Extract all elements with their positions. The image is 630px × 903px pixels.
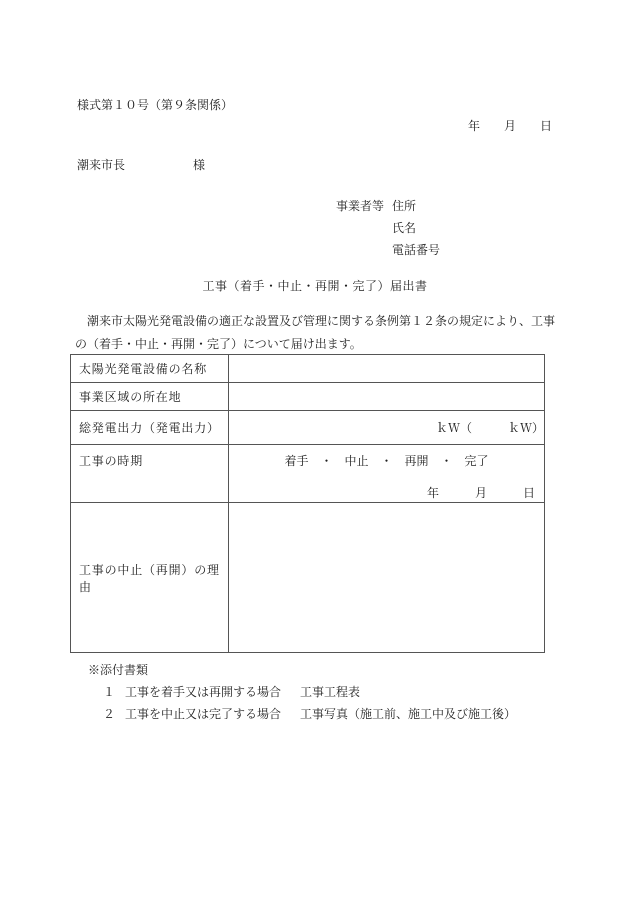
- body-line-2: の（着手・中止・再開・完了）について届け出ます。: [75, 336, 362, 351]
- applicant-name-row: [336, 217, 440, 239]
- reason-label: 工事の中止（再開）の理由: [71, 503, 229, 653]
- table-row-period: [71, 445, 545, 503]
- site-location-label: 事業区域の所在地: [71, 383, 229, 411]
- header-date-placeholder: 年 月 日: [467, 119, 552, 133]
- note-2-number: ２: [103, 707, 116, 721]
- addressee-name: 潮来市長: [77, 158, 126, 172]
- form-number: 様式第１０号（第９条関係）: [77, 98, 234, 112]
- table-row-facility-name: [71, 355, 545, 383]
- period-date-placeholder: 年 月 日: [426, 486, 535, 500]
- table-row-reason: [71, 503, 545, 653]
- document-title: 工事（着手・中止・再開・完了）届出書: [202, 279, 428, 293]
- body-line-1: 潮来市太陽光発電設備の適正な設置及び管理に関する条例第１２条の規定により、工事: [75, 314, 556, 328]
- site-location-value-cell: [229, 383, 545, 411]
- note-1-document: 工事工程表: [300, 685, 361, 699]
- table-row-site-location: [71, 383, 545, 411]
- period-label: 工事の時期: [71, 445, 229, 503]
- note-2-document: 工事写真（施工前、施工中及び施工後）: [300, 707, 517, 721]
- period-value-cell: [229, 445, 545, 503]
- application-table: [70, 354, 545, 653]
- facility-name-value-cell: [229, 355, 545, 383]
- notes-heading: ※添付書類: [88, 663, 149, 677]
- applicant-phone-row: [336, 239, 440, 261]
- note-1-number: １: [103, 685, 116, 699]
- applicant-phone-label: 電話番号: [392, 243, 441, 257]
- facility-name-label: 太陽光発電設備の名称: [71, 355, 229, 383]
- body-paragraph: [75, 310, 555, 355]
- reason-value-cell: [229, 503, 545, 653]
- addressee-honorific: 様: [193, 158, 206, 172]
- applicant-name-label: 氏名: [392, 221, 417, 235]
- note-1-condition: 工事を着手又は再開する場合: [125, 685, 282, 699]
- period-options: 着手 ・ 中止 ・ 再開 ・ 完了: [284, 454, 489, 468]
- applicant-group-label: 事業者等: [336, 199, 385, 213]
- output-label: 総発電出力（発電出力）: [71, 411, 229, 445]
- applicant-block: [336, 195, 440, 261]
- note-item-2: [103, 705, 516, 722]
- table-row-output: [71, 411, 545, 445]
- applicant-address-row: [336, 195, 440, 217]
- note-2-condition: 工事を中止又は完了する場合: [125, 707, 282, 721]
- applicant-address-label: 住所: [392, 199, 417, 213]
- note-item-1: [103, 683, 360, 700]
- output-value-cell: ｋＷ（ ｋＷ）: [229, 411, 545, 445]
